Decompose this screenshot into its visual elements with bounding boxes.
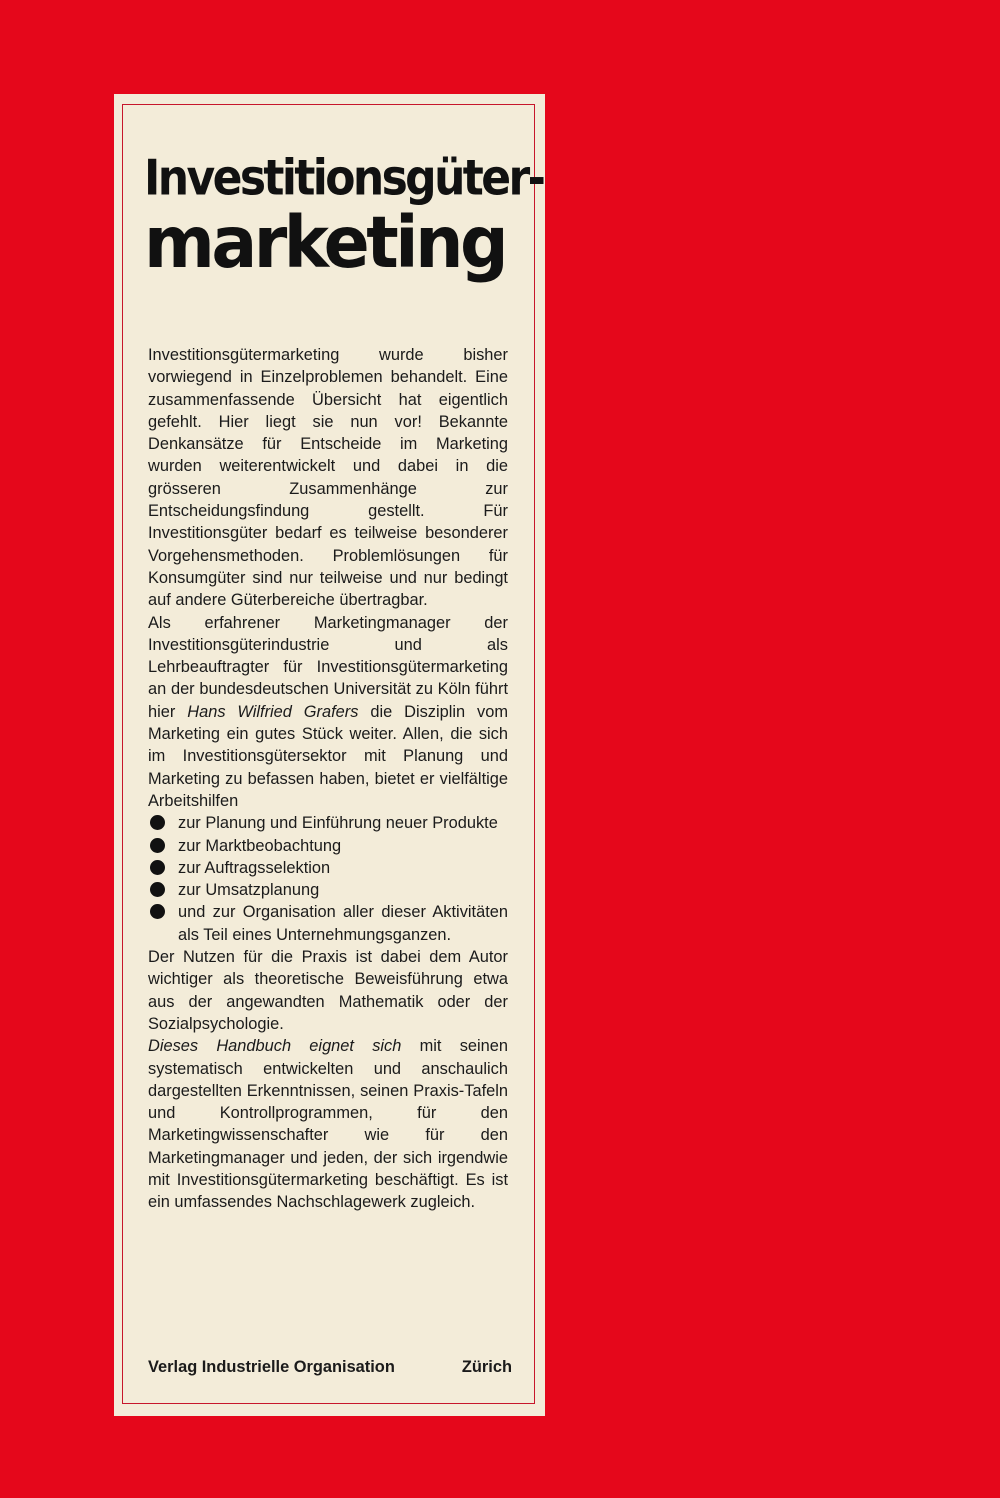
- blurb-paragraph-2: [148, 612, 508, 813]
- publisher-name: Verlag Industrielle Organisation: [148, 1358, 395, 1376]
- paragraph-4-rest: mit seinen systematisch entwickelten und anschaulich dargestellten Erkenntnissen, seinen Praxis-Tafeln und Kontrollprogrammen, für den Marketingwissenschafter wie für den Marketingmanager und jeden, der sich irgendwie mit Investitionsgütermarketing beschäftigt. Es ist ein umfassendes Nachschlagewerk zugleich.: [148, 1037, 508, 1212]
- blurb: [148, 344, 508, 1214]
- bullet-icon: [150, 815, 165, 830]
- bullet-icon: [150, 838, 165, 853]
- author-name: Hans Wilfried Grafers: [187, 702, 359, 721]
- blurb-paragraph-1: Investitionsgütermarketing wurde bisher vorwiegend in Einzelproblemen behandelt. Eine zusammenfassende Übersicht hat eigentlich gefehlt. Hier liegt sie nun vor! Bekannte Denkansätze für Entscheide im Marketing wurden weiterentwickelt und dabei in die grösseren Zusammenhänge zur Entscheidungsfindung gestellt. Für Investitionsgüter bedarf es teilweise besonderer Vorgehensmethoden. Problemlösungen für Konsumgüter sind nur teilweise und nur bedingt auf andere Güterbereiche übertragbar.: [148, 346, 508, 610]
- cover-panel: [114, 94, 545, 1416]
- bullet-icon: [150, 882, 165, 897]
- publisher-city: Zürich: [461, 1358, 512, 1376]
- paragraph-2-start: Als erfahrener Marketingmanager der Investitionsgüterindustrie und als Lehrbeauftragter für Investitionsgütermarketing an der bundesdeutschen Universität zu Köln führt hier: [148, 613, 508, 721]
- blurb-paragraph-4: [148, 1035, 508, 1213]
- bullet-icon: [150, 860, 165, 875]
- handbook-emphasis: Dieses Handbuch eignet sich: [148, 1037, 402, 1056]
- paragraph-2-end: die Disziplin vom Marketing ein gutes Stück weiter. Allen, die sich im Investitionsgütersektor mit Planung und Marketing zu befassen haben, bietet er vielfältige Arbeitshilfen: [148, 702, 509, 810]
- list-item: zur Planung und Einführung neuer Produkte: [148, 812, 508, 834]
- list-item: zur Umsatzplanung: [148, 879, 508, 901]
- list-item: zur Marktbeobachtung: [148, 835, 508, 857]
- feature-list: [148, 812, 508, 946]
- bullet-icon: [150, 904, 165, 919]
- list-item: zur Auftragsselektion: [148, 857, 508, 879]
- list-item: und zur Organisation aller dieser Aktivitäten als Teil eines Unternehmungsganzen.: [148, 901, 508, 946]
- publisher-line: [148, 1358, 512, 1377]
- title-line-1: Investitionsgüter-: [144, 149, 544, 207]
- book-title: [144, 149, 544, 285]
- blurb-paragraph-3: Der Nutzen für die Praxis ist dabei dem Autor wichtiger als theoretische Beweisführung etwa aus der angewandten Mathematik oder der Sozialpsychologie.: [148, 948, 508, 1033]
- title-line-2: marketing: [144, 202, 506, 285]
